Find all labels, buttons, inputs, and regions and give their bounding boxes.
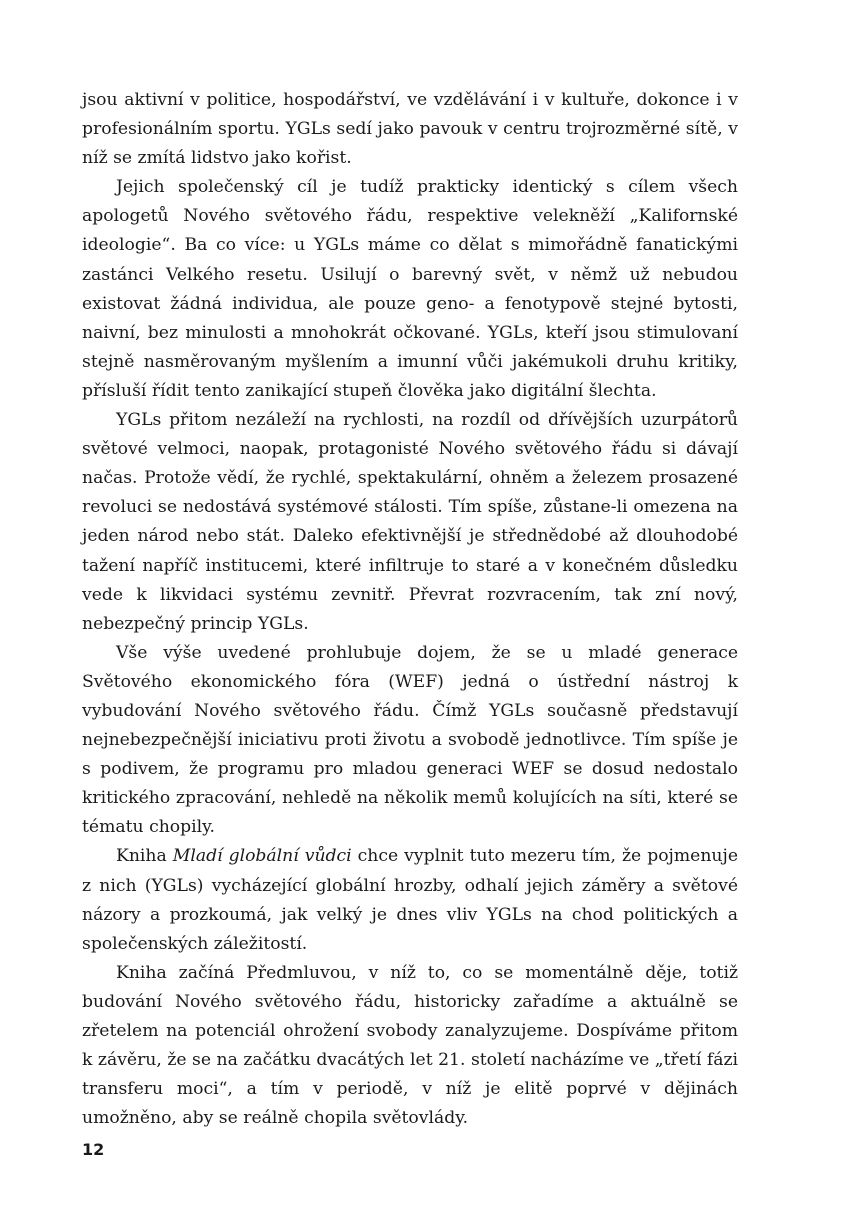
paragraph-5-end: chce vyplnit tuto mezeru tím, že pojmenuje z nich (YGLs) vycházející globální hrozby, odhalí jejich záměry a světové názory a prozkoumá, jak velký je dnes vliv YGLs na chod politických a společenských záležitostí. — [82, 846, 738, 954]
paragraph-1: jsou aktivní v politice, hospodářství, ve vzdělávání i v kultuře, dokonce i v profesionálním sportu. YGLs sedí jako pavouk v centru trojrozměrné sítě, v níž se zmítá lidstvo jako kořist. — [82, 90, 738, 169]
paragraph-2: Jejich společenský cíl je tudíž prakticky identický s cílem všech apologetů Nového světového řádu, respektive velekněží „Kalifornské ideologie“. Ba co více: u YGLs máme co dělat s mimořádně fanatickými zastánci Velkého resetu. Usilují o barevný svět, v němž už nebudou existovat žádná individua, ale pouze geno- a fenotypově stejné bytosti, naivní, bez minulosti a mnohokrát očkované. YGLs, kteří jsou stimulovaní stejně nasměrovaným myšlením a imunní vůči jakémukoli druhu kritiky, přísluší řídit tento zanikající stupeň člověka jako digitální šlechta. — [82, 177, 738, 401]
book-title-italic: Mladí globální vůdci — [172, 846, 352, 867]
paragraph-5 — [82, 842, 738, 958]
paragraph-5-start: Kniha — [116, 846, 173, 867]
paragraph-3: YGLs přitom nezáleží na rychlosti, na rozdíl od dřívějších uzurpátorů světové velmoci, naopak, protagonisté Nového světového řádu si dávají načas. Protože vědí, že rychlé, spektakulární, ohněm a železem prosazené revoluci se nedostává systémové stálosti. Tím spíše, zůstane-li omezena na jeden národ nebo stát. Daleko efektivnější je střednědobé až dlouhodobé tažení napříč institucemi, které infiltruje to staré a v konečném důsledku vede k likvidaci systému zevnitř. Převrat rozvracením, tak zní nový, nebezpečný princip YGLs. — [82, 410, 738, 634]
page-number: 12 — [82, 1140, 105, 1159]
paragraph-4: Vše výše uvedené prohlubuje dojem, že se u mladé generace Světového ekonomického fóra (WEF) jedná o ústřední nástroj k vybudování Nového světového řádu. Čímž YGLs současně představují nejnebezpečnější iniciativu proti životu a svobodě jednotlivce. Tím spíše je s podivem, že programu pro mladou generaci WEF se dosud nedostalo kritického zpracování, nehledě na několik memů kolujících na síti, které se tématu chopily. — [82, 642, 738, 838]
paragraph-6: Kniha začíná Předmluvou, v níž to, co se momentálně děje, totiž budování Nového světového řádu, historicky zařadíme a aktuálně se zřetelem na potenciál ohrožení svobody zanalyzujeme. Dospíváme přitom k závěru, že se na začátku dvacátých let 21. století nacházíme ve „třetí fázi transferu moci“, a tím v periodě, v níž je elitě poprvé v dějinách umožněno, aby se reálně chopila světovlády. — [82, 962, 738, 1129]
page-body — [82, 86, 738, 1133]
